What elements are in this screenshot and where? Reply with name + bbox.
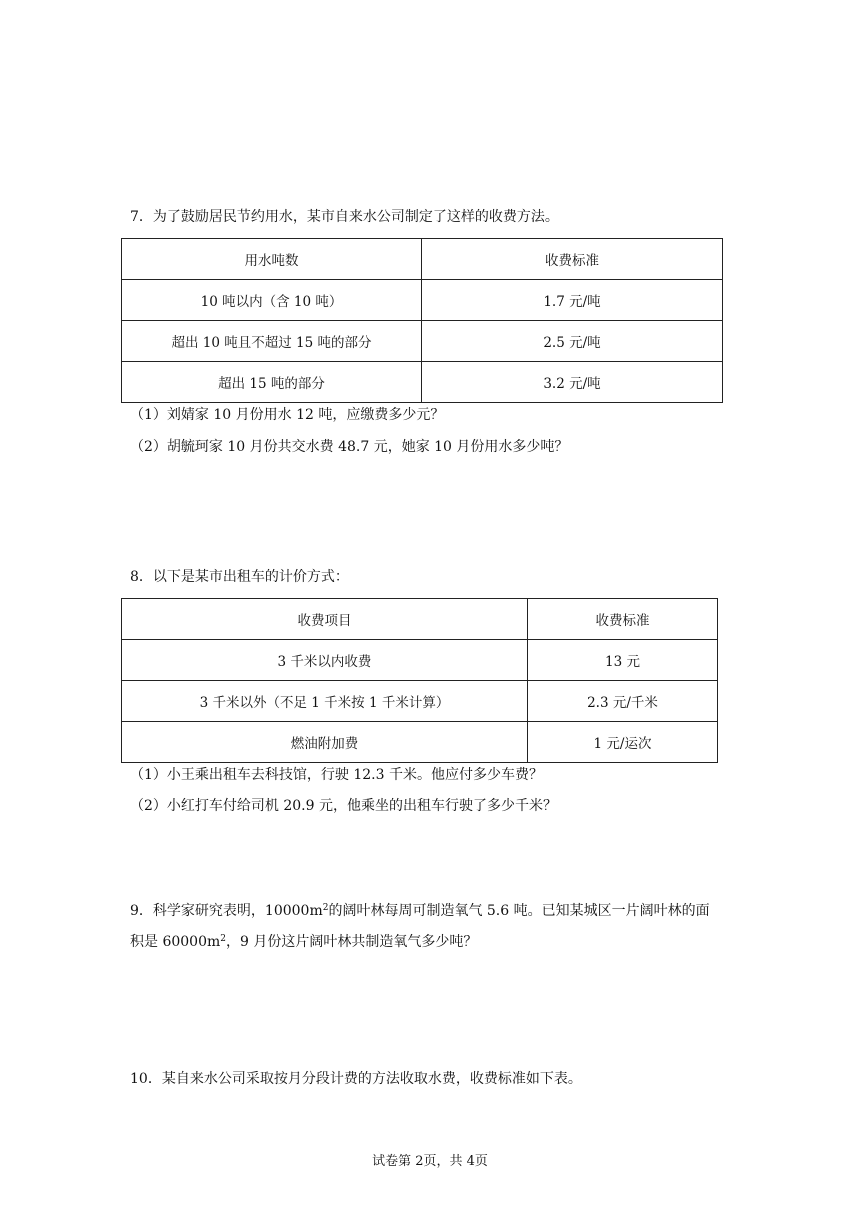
table-row (122, 362, 723, 403)
table-cell: 超出 15 吨的部分 (122, 362, 422, 403)
table-header-cell: 收费标准 (422, 239, 723, 280)
table-cell: 13 元 (528, 640, 718, 681)
water-fee-table (121, 238, 723, 403)
table-cell: 1.7 元/吨 (422, 280, 723, 321)
table-cell: 超出 10 吨且不超过 15 吨的部分 (122, 321, 422, 362)
question-9-line-2 (130, 932, 477, 952)
table-header-row (122, 239, 723, 280)
table-cell: 1 元/运次 (528, 722, 718, 763)
taxi-fare-table (121, 598, 718, 763)
table-cell: 燃油附加费 (122, 722, 528, 763)
table-header-cell: 收费标准 (528, 599, 718, 640)
question-9-line-1 (130, 901, 710, 921)
table-header-cell: 收费项目 (122, 599, 528, 640)
question-10-title: 10．某自来水公司采取按月分段计费的方法收取水费，收费标准如下表。 (130, 1071, 582, 1087)
table-cell: 2.5 元/吨 (422, 321, 723, 362)
question-9-text: 的阔叶林每周可制造氧气 5.6 吨。已知某城区一片阔叶林的面 (328, 903, 710, 919)
table-row (122, 640, 718, 681)
question-9-text: 积是 60000m (130, 934, 221, 950)
table-header-cell: 用水吨数 (122, 239, 422, 280)
question-7-part-1: （1）刘婧家 10 月份用水 12 吨，应缴费多少元？ (130, 407, 445, 423)
page-footer: 试卷第 2页，共 4页 (372, 1154, 488, 1169)
question-9-text: 9．科学家研究表明，10000m (130, 903, 323, 919)
table-row (122, 722, 718, 763)
table-row (122, 681, 718, 722)
table-cell: 3 千米以内收费 (122, 640, 528, 681)
table-header-row (122, 599, 718, 640)
table-row (122, 321, 723, 362)
table-cell: 2.3 元/千米 (528, 681, 718, 722)
question-7-part-2: （2）胡毓珂家 10 月份共交水费 48.7 元，她家 10 月份用水多少吨？ (130, 439, 569, 455)
table-cell: 3 千米以外（不足 1 千米按 1 千米计算） (122, 681, 528, 722)
superscript: 2 (220, 934, 226, 944)
question-8-part-1: （1）小王乘出租车去科技馆，行驶 12.3 千米。他应付多少车费？ (130, 767, 543, 783)
question-8-part-2: （2）小红打车付给司机 20.9 元，他乘坐的出租车行驶了多少千米？ (130, 798, 557, 814)
question-7-title: 7．为了鼓励居民节约用水，某市自来水公司制定了这样的收费方法。 (130, 209, 559, 225)
superscript: 2 (322, 903, 329, 913)
question-9-text: ，9 月份这片阔叶林共制造氧气多少吨？ (226, 934, 478, 950)
question-8-title: 8．以下是某市出租车的计价方式： (130, 569, 349, 585)
table-cell: 3.2 元/吨 (422, 362, 723, 403)
table-row (122, 280, 723, 321)
table-cell: 10 吨以内（含 10 吨） (122, 280, 422, 321)
